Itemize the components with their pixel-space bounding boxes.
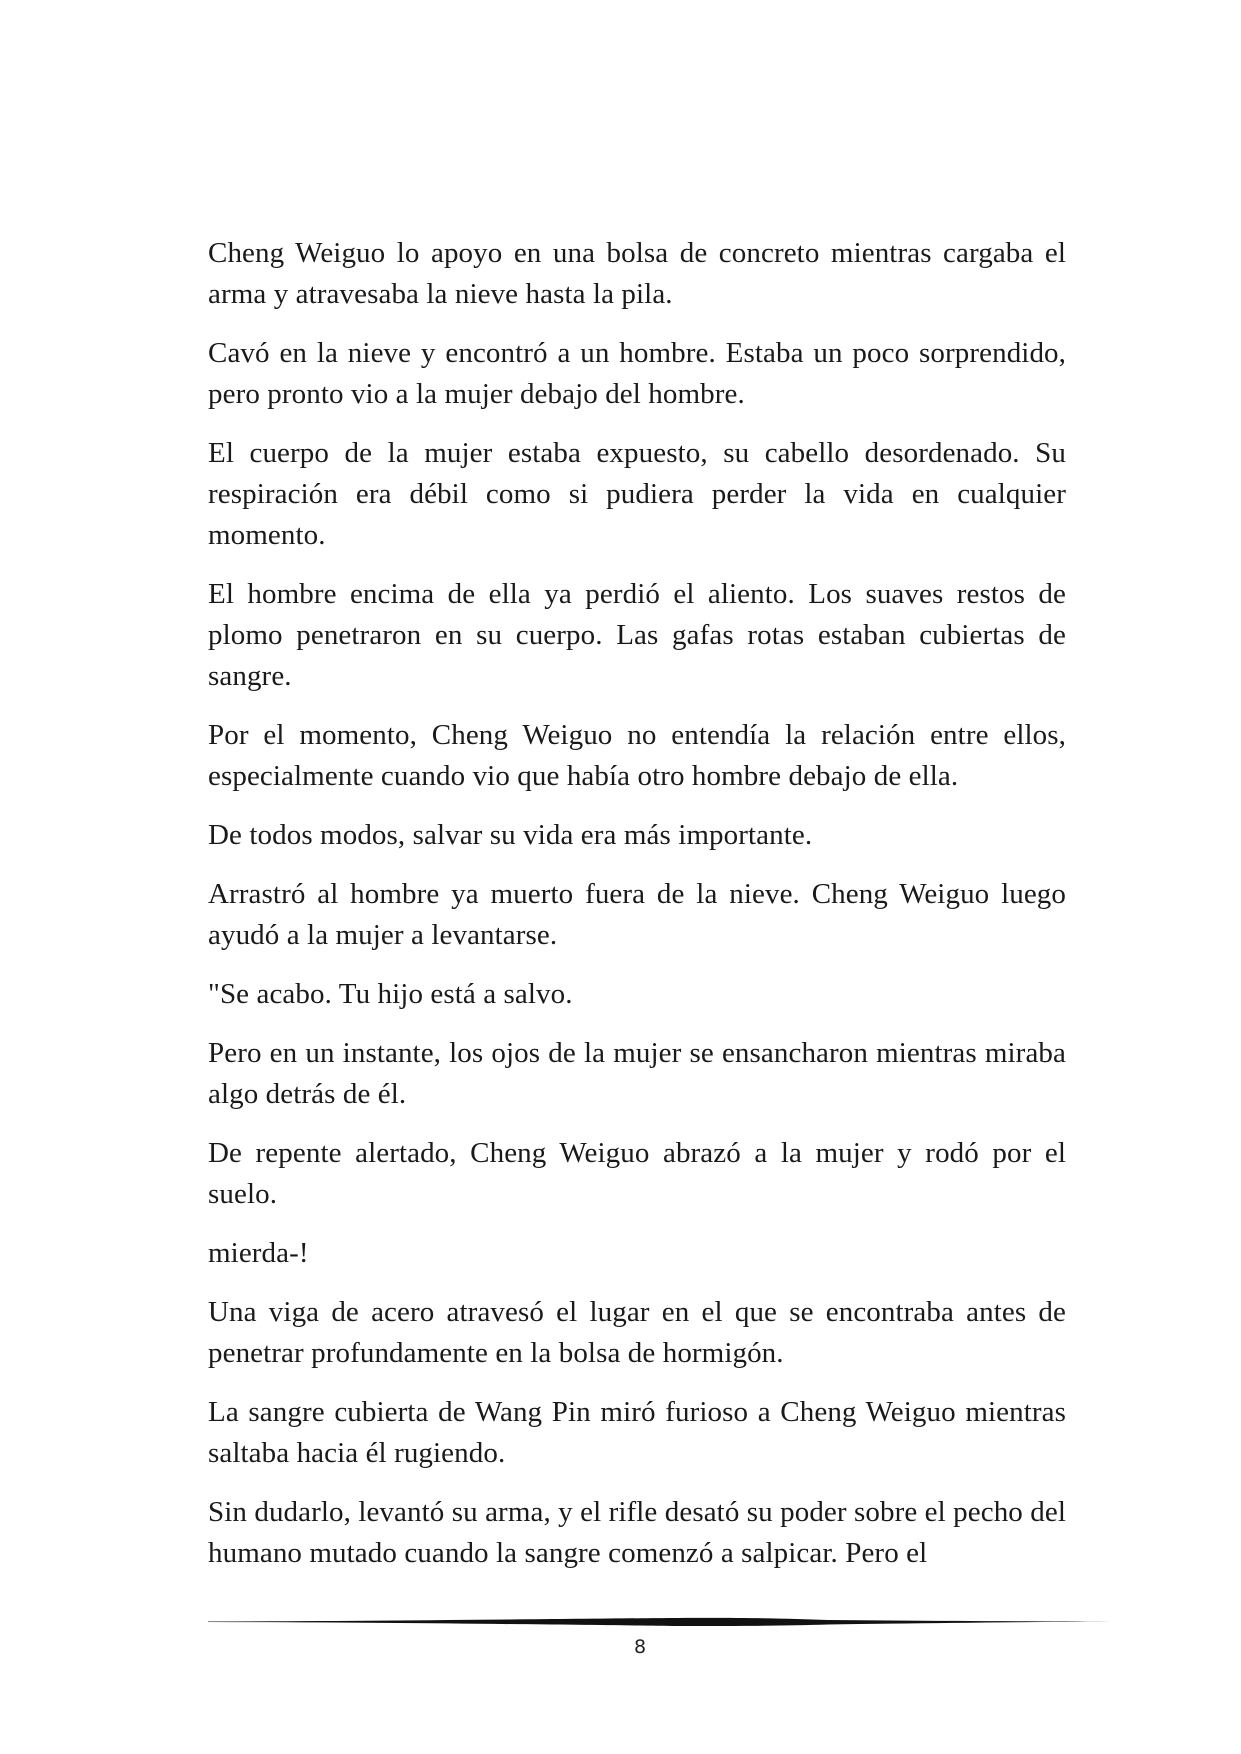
paragraph-14: Sin dudarlo, levantó su arma, y el rifle desató su poder sobre el pecho del humano mutado cuando la sangre comenzó a salpicar. Pero el [208, 1496, 1066, 1569]
paragraph-13: La sangre cubierta de Wang Pin miró furioso a Cheng Weiguo mientras saltaba hacia él rugiendo. [208, 1396, 1066, 1469]
paragraph-1: Cheng Weiguo lo apoyo en una bolsa de concreto mientras cargaba el arma y atravesaba la nieve hasta la pila. [208, 237, 1066, 310]
paragraph-7: Arrastró al hombre ya muerto fuera de la nieve. Cheng Weiguo luego ayudó a la mujer a levantarse. [208, 878, 1066, 951]
footer-divider-swash [208, 1618, 1111, 1626]
paragraph-5: Por el momento, Cheng Weiguo no entendía la relación entre ellos, especialmente cuando vio que había otro hombre debajo de ella. [208, 719, 1066, 792]
paragraph-3: El cuerpo de la mujer estaba expuesto, su cabello desordenado. Su respiración era débil como si pudiera perder la vida en cualquier momento. [208, 437, 1066, 551]
page-number: 8 [633, 1636, 647, 1658]
paragraph-9: Pero en un instante, los ojos de la mujer se ensancharon mientras miraba algo detrás de él. [208, 1037, 1066, 1110]
paragraph-6: De todos modos, salvar su vida era más importante. [208, 819, 813, 851]
paragraph-4: El hombre encima de ella ya perdió el aliento. Los suaves restos de plomo penetraron en su cuerpo. Las gafas rotas estaban cubiertas de sangre. [208, 578, 1066, 692]
paragraph-10: De repente alertado, Cheng Weiguo abrazó a la mujer y rodó por el suelo. [208, 1137, 1066, 1210]
paragraph-12: Una viga de acero atravesó el lugar en el que se encontraba antes de penetrar profundamente en la bolsa de hormigón. [208, 1296, 1066, 1369]
page-body-text [208, 233, 1066, 1592]
paragraph-8: "Se acabo. Tu hijo está a salvo. [208, 978, 573, 1010]
footer-divider-rule [208, 1614, 1111, 1630]
paragraph-11: mierda-! [208, 1237, 309, 1269]
paragraph-2: Cavó en la nieve y encontró a un hombre. Estaba un poco sorprendido, pero pronto vio a la mujer debajo del hombre. [208, 337, 1066, 410]
